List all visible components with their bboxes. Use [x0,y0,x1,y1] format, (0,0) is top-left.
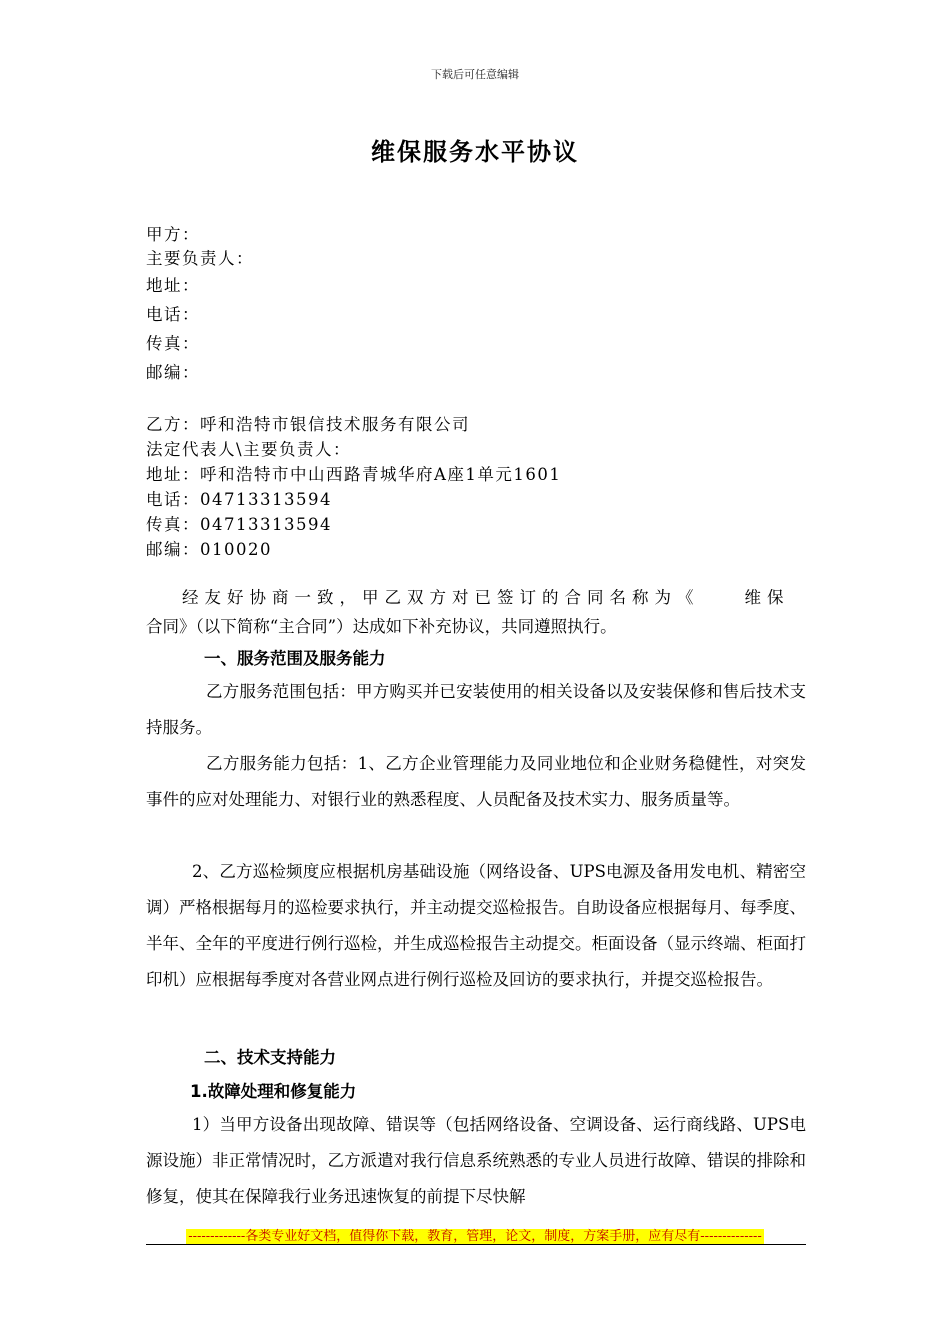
section2-subheading-1: 1.故障处理和修复能力 [190,1082,357,1101]
section1-paragraph-2: 乙方服务能力包括：1、乙方企业管理能力及同业地位和企业财务稳健性，对突发事件的应对处理能力、对银行业的熟悉程度、人员配备及技术实力、服务质量等。 [146,754,806,809]
party-b-address: 地址：呼和浩特市中山西路青城华府A座1单元1601 [146,465,562,484]
footer-banner [0,1225,950,1245]
intro-paragraph [146,583,806,641]
header-note: 下载后可任意编辑 [431,68,519,81]
section1-heading: 一、服务范围及服务能力 [204,649,386,668]
intro-line-2: 合同》（以下简称“主合同”）达成如下补充协议，共同遵照执行。 [146,617,617,636]
section2-paragraph-1: 1）当甲方设备出现故障、错误等（包括网络设备、空调设备、运行商线路、UPS电源设施）非正常情况时，乙方派遣对我行信息系统熟悉的专业人员进行故障、错误的排除和修复，使其在保障我行业务迅速恢复的前提下尽快解 [146,1115,806,1206]
section1-paragraph-3: 2、乙方巡检频度应根据机房基础设施（网络设备、UPS电源及备用发电机、精密空调）严格根据每月的巡检要求执行，并主动提交巡检报告。自助设备应根据每月、每季度、半年、全年的平度进行例行巡检，并生成巡检报告主动提交。柜面设备（显示终端、柜面打印机）应根据每季度对各营业网点进行例行巡检及回访的要求执行，并提交巡检报告。 [146,862,806,989]
party-a-fax: 传真： [146,334,200,353]
party-a-leader: 主要负责人： [146,249,254,268]
document-title: 维保服务水平协议 [371,137,579,166]
party-b-fax: 传真：04713313594 [146,515,332,534]
party-b-phone: 电话：04713313594 [146,490,332,509]
party-a-block [146,223,254,387]
party-a-name: 甲方： [146,225,200,244]
party-b-leader: 法定代表人\主要负责人： [146,440,352,459]
intro-line-1: 经友好协商一致，甲乙双方对已签订的合同名称为《 维保 [182,588,790,607]
section2-heading: 二、技术支持能力 [204,1048,336,1067]
party-b-block [146,412,561,562]
footer-banner-text: -------------各类专业好文档，值得你下载，教育，管理，论文，制度，方案手册，应有尽有-------------- [188,1229,762,1244]
party-b-name: 乙方：呼和浩特市银信技术服务有限公司 [146,415,470,434]
party-b-postcode: 邮编：010020 [146,540,272,559]
footer-divider [146,1244,806,1245]
party-a-phone: 电话： [146,305,200,324]
section1-paragraph-1: 乙方服务范围包括：甲方购买并已安装使用的相关设备以及安装保修和售后技术支持服务。 [146,682,806,737]
party-a-postcode: 邮编： [146,363,200,382]
party-a-address: 地址： [146,276,200,295]
